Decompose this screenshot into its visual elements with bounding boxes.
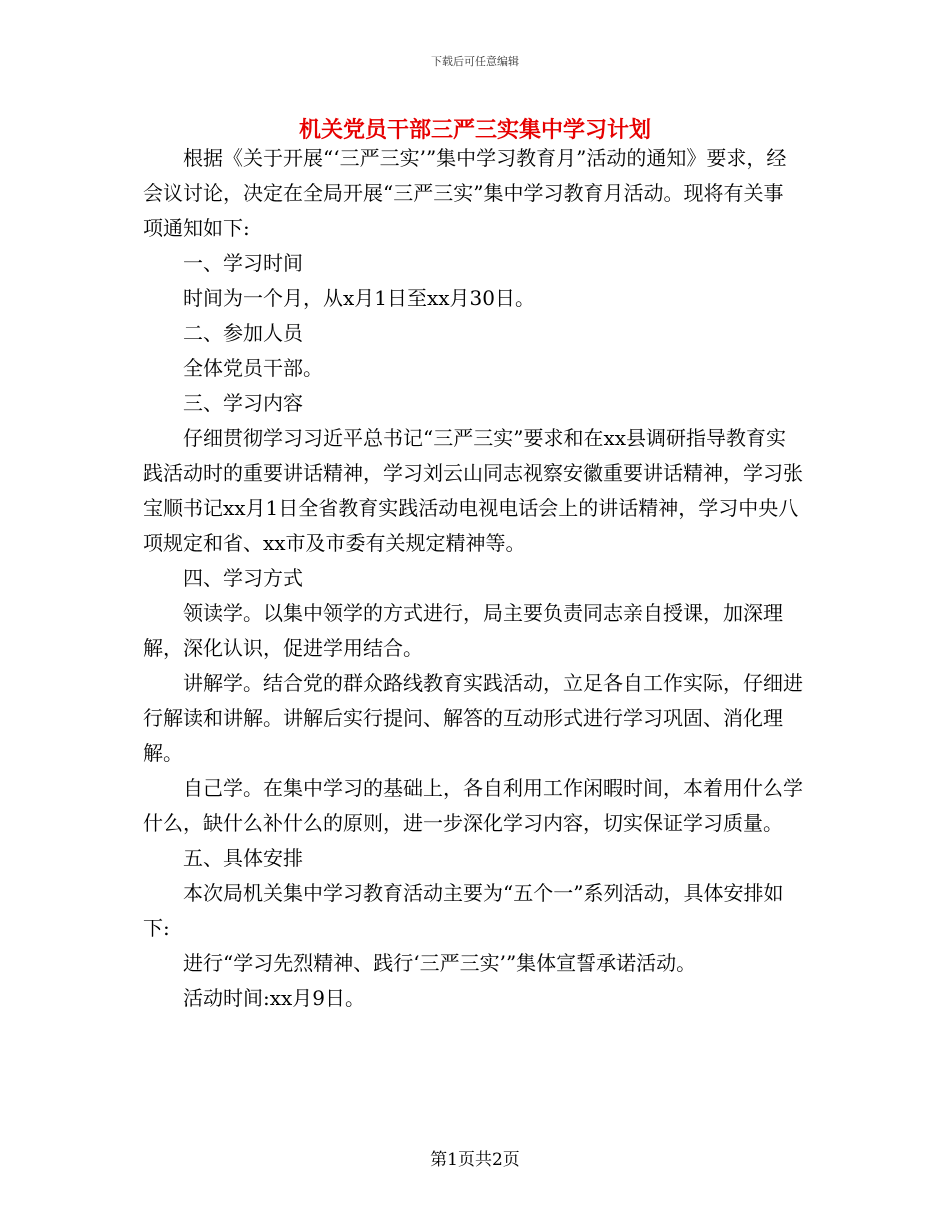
paragraph-activity: 进行“学习先烈精神、践行‘三严三实’”集体宣誓承诺活动。 (183, 951, 697, 975)
paragraph-content: 仔细贯彻学习习近平总书记“三严三实”要求和在xx县调研指导教育实践活动时的重要讲话精神，学习刘云山同志视察安徽重要讲话精神，学习张宝顺书记xx月1日全省教育实践活动电视电话会上的讲话精神，学习中央八项规定和省、xx市及市委有关规定精神等。 (143, 426, 803, 555)
page-header: 下载后可任意编辑 (431, 55, 519, 68)
section-heading-participants: 二、参加人员 (183, 321, 303, 345)
document-body (143, 141, 803, 1016)
paragraph-activity-time: 活动时间:xx月9日。 (183, 986, 366, 1010)
paragraph-method-lead: 领读学。以集中领学的方式进行，局主要负责同志亲自授课，加深理解，深化认识，促进学用结合。 (143, 601, 783, 660)
section-heading-content: 三、学习内容 (183, 391, 303, 415)
page-footer: 第1页共2页 (430, 1150, 520, 1170)
section-heading-arrangement: 五、具体安排 (183, 846, 303, 870)
paragraph-intro: 根据《关于开展“‘三严三实’”集中学习教育月”活动的通知》要求，经会议讨论，决定在全局开展“三严三实”集中学习教育月活动。现将有关事项通知如下: (143, 146, 787, 240)
section-heading-time: 一、学习时间 (183, 251, 303, 275)
paragraph-time: 时间为一个月，从x月1日至xx月30日。 (183, 286, 536, 310)
paragraph-method-self: 自己学。在集中学习的基础上，各自利用工作闲暇时间，本着用什么学什么，缺什么补什么的原则，进一步深化学习内容，切实保证学习质量。 (143, 776, 803, 835)
paragraph-arrangement: 本次局机关集中学习教育活动主要为“五个一”系列活动，具体安排如下: (143, 881, 784, 940)
paragraph-participants: 全体党员干部。 (183, 356, 323, 380)
section-heading-method: 四、学习方式 (183, 566, 303, 590)
paragraph-method-explain: 讲解学。结合党的群众路线教育实践活动，立足各自工作实际，仔细进行解读和讲解。讲解后实行提问、解答的互动形式进行学习巩固、消化理解。 (143, 671, 803, 765)
document-title: 机关党员干部三严三实集中学习计划 (298, 117, 651, 143)
